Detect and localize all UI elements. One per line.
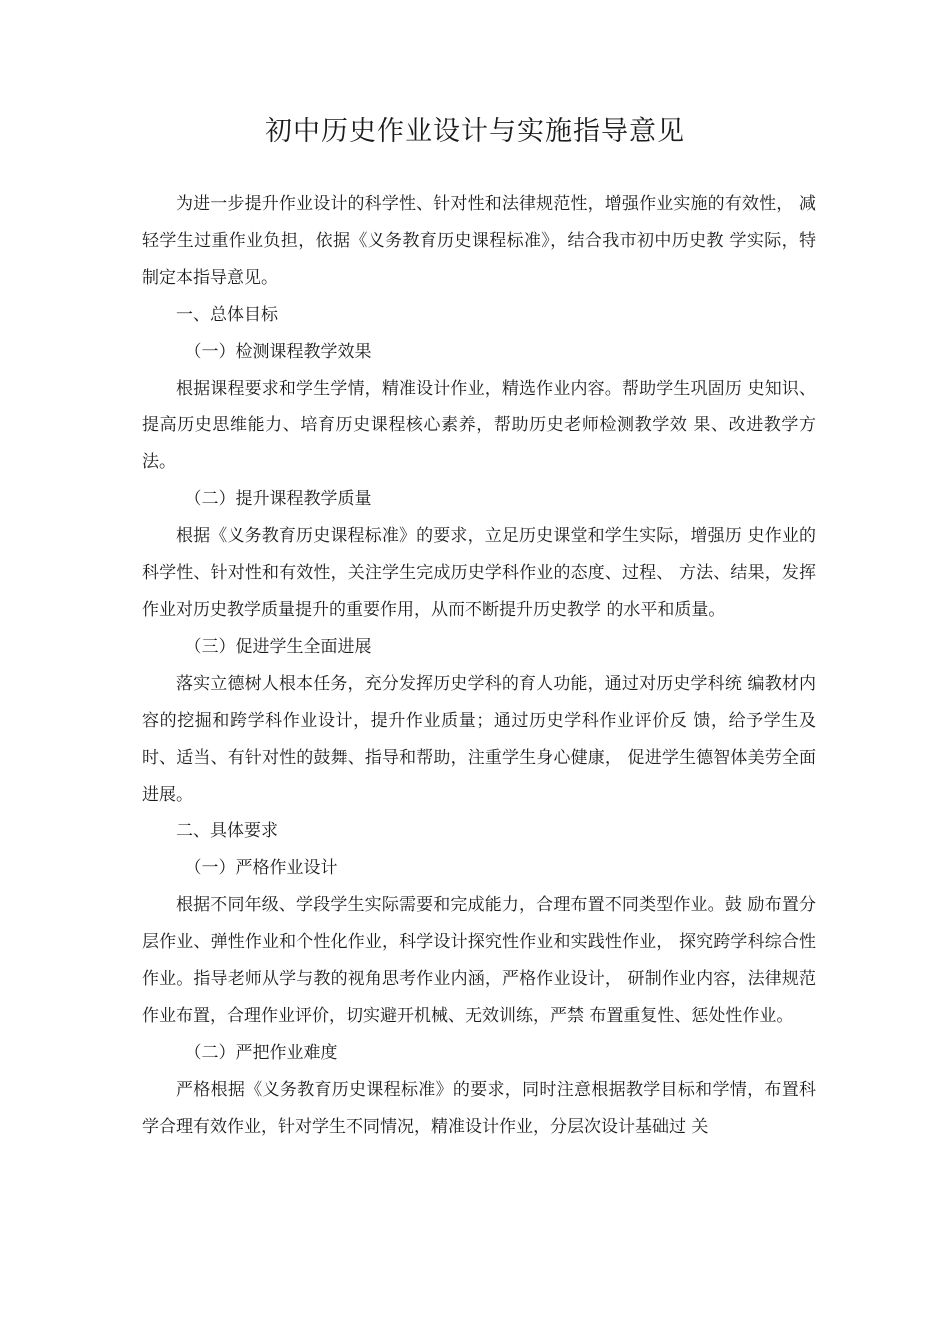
subheading-test-teaching-effect: （一）检测课程教学效果 (184, 341, 372, 362)
paragraph-improve-teaching-quality: 根据《义务教育历史课程标准》的要求，立足历史课堂和学生实际，增强历 史作业的科学性、针对性和有效性，关注学生完成历史学科作业的态度、过程、 方法、结果，发挥作业对历史教学质量提升的重要作用，从而不断提升历史教学 的水平和质量。 (142, 526, 816, 620)
paragraph-student-development: 落实立德树人根本任务，充分发挥历史学科的育人功能，通过对历史学科统 编教材内容的挖掘和跨学科作业设计，提升作业质量；通过历史学科作业评价反 馈，给予学生及时、适当、有针对性的鼓舞、指导和帮助，注重学生身心健康， 促进学生德智体美劳全面进展。 (142, 673, 816, 805)
subheading-homework-difficulty: （二）严把作业难度 (184, 1042, 338, 1063)
intro-paragraph: 为进一步提升作业设计的科学性、针对性和法律规范性，增强作业实施的有效性， 减轻学生过重作业负担，依据《义务教育历史课程标准》，结合我市初中历史教 学实际，特制定本指导意见。 (142, 194, 816, 288)
subheading-strict-homework-design: （一）严格作业设计 (184, 858, 338, 879)
paragraph-strict-homework-design: 根据不同年级、学段学生实际需要和完成能力，合理布置不同类型作业。鼓 励布置分层作业、弹性作业和个性化作业，科学设计探究性作业和实践性作业， 探究跨学科综合性作业。指导老师从学与教的视角思考作业内涵，严格作业设计， 研制作业内容，法律规范作业布置，合理作业评价，切实避开机械、无效训练，严禁 布置重复性、惩处性作业。 (142, 895, 816, 1026)
subheading-student-development: （三）促进学生全面进展 (184, 636, 372, 657)
paragraph-test-teaching-effect: 根据课程要求和学生学情，精准设计作业，精选作业内容。帮助学生巩固历 史知识、提高历史思维能力、培育历史课程核心素养，帮助历史老师检测教学效 果、改进教学方法。 (142, 378, 816, 473)
section-heading-specific-requirements: 二、具体要求 (176, 821, 278, 842)
document-title: 初中历史作业设计与实施指导意见 (265, 116, 685, 147)
subheading-improve-teaching-quality: （二）提升课程教学质量 (184, 489, 372, 510)
document-body (142, 186, 816, 1146)
section-heading-overall-goals: 一、总体目标 (176, 304, 278, 325)
paragraph-homework-difficulty: 严格根据《义务教育历史课程标准》的要求，同时注意根据教学目标和学情，布置科学合理有效作业，针对学生不同情况，精准设计作业，分层次设计基础过 关 (142, 1079, 816, 1137)
